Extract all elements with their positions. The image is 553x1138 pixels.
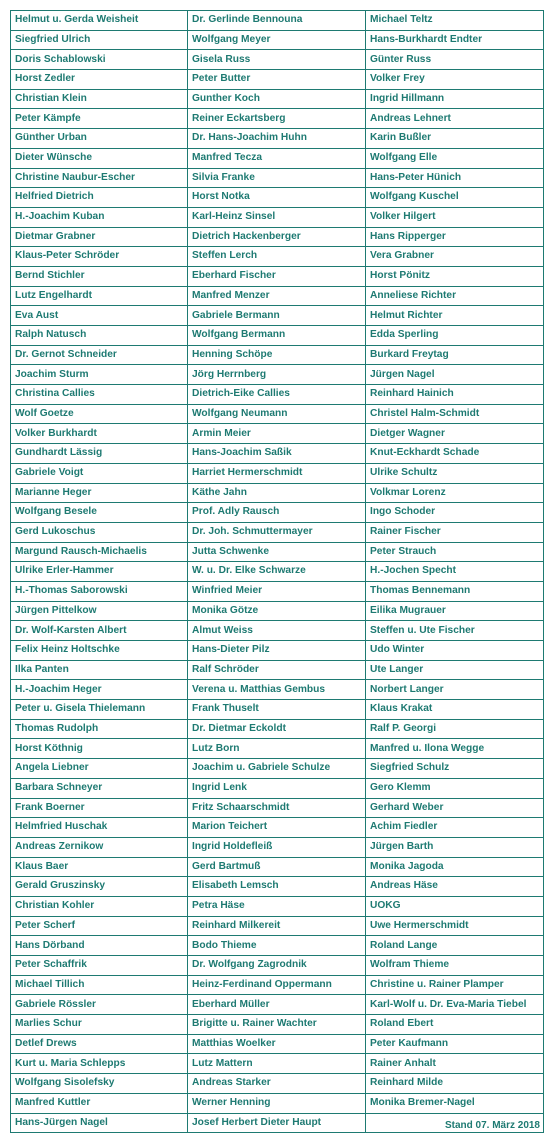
table-row (11, 188, 544, 208)
table-row (11, 266, 544, 286)
name-cell: Ulrike Schultz (366, 463, 544, 483)
name-cell: Hans-Joachim Saßik (188, 444, 366, 464)
name-cell: Helmfried Huschak (11, 818, 188, 838)
name-cell: Dr. Joh. Schmuttermayer (188, 522, 366, 542)
name-cell: Hans-Burkhardt Endter (366, 30, 544, 50)
table-row (11, 365, 544, 385)
name-cell: Fritz Schaarschmidt (188, 798, 366, 818)
name-cell: Bernd Stichler (11, 266, 188, 286)
name-cell: Felix Heinz Holtschke (11, 641, 188, 661)
name-cell: Wolfgang Neumann (188, 404, 366, 424)
name-cell: Josef Herbert Dieter Haupt (188, 1113, 366, 1133)
name-cell: Thomas Rudolph (11, 719, 188, 739)
name-cell: Bodo Thieme (188, 936, 366, 956)
name-cell: Christel Halm-Schmidt (366, 404, 544, 424)
name-cell: Dr. Gerlinde Bennouna (188, 11, 366, 31)
table-row (11, 562, 544, 582)
name-cell: Gunther Koch (188, 89, 366, 109)
name-cell: Angela Liebner (11, 759, 188, 779)
name-cell: Ute Langer (366, 660, 544, 680)
name-cell: Ingo Schoder (366, 503, 544, 523)
name-cell: Jutta Schwenke (188, 542, 366, 562)
name-cell: Steffen Lerch (188, 247, 366, 267)
name-cell: Wolfgang Bermann (188, 326, 366, 346)
name-cell: Christian Klein (11, 89, 188, 109)
name-cell: Andreas Zernikow (11, 837, 188, 857)
name-cell: Ingrid Hillmann (366, 89, 544, 109)
name-cell: Hans-Jürgen Nagel (11, 1113, 188, 1133)
table-row (11, 641, 544, 661)
table-row (11, 896, 544, 916)
name-cell: Ralph Natusch (11, 326, 188, 346)
table-row (11, 1054, 544, 1074)
name-cell: Jürgen Nagel (366, 365, 544, 385)
name-cell: Michael Teltz (366, 11, 544, 31)
name-cell: Frank Boerner (11, 798, 188, 818)
name-cell: Wolfgang Elle (366, 148, 544, 168)
name-cell: Udo Winter (366, 641, 544, 661)
name-cell: Gabriele Bermann (188, 306, 366, 326)
table-row (11, 680, 544, 700)
name-cell: Reinhard Hainich (366, 385, 544, 405)
name-cell: Wolf Goetze (11, 404, 188, 424)
name-cell: Verena u. Matthias Gembus (188, 680, 366, 700)
table-row (11, 975, 544, 995)
name-cell: Dietmar Grabner (11, 227, 188, 247)
name-cell: Gerd Lukoschus (11, 522, 188, 542)
name-cell: Manfred Kuttler (11, 1093, 188, 1113)
name-cell: Burkard Freytag (366, 345, 544, 365)
name-cell: Volker Frey (366, 70, 544, 90)
name-cell: Michael Tillich (11, 975, 188, 995)
name-cell: Edda Sperling (366, 326, 544, 346)
name-cell: H.-Joachim Heger (11, 680, 188, 700)
name-cell: H.-Thomas Saborowski (11, 581, 188, 601)
table-row (11, 286, 544, 306)
name-cell: Christine u. Rainer Plamper (366, 975, 544, 995)
name-cell: Detlef Drews (11, 1034, 188, 1054)
name-cell: Käthe Jahn (188, 483, 366, 503)
name-cell: Helmut u. Gerda Weisheit (11, 11, 188, 31)
name-cell: Volkmar Lorenz (366, 483, 544, 503)
table-row (11, 1034, 544, 1054)
table-row (11, 11, 544, 31)
table-row (11, 522, 544, 542)
name-cell: Frank Thuselt (188, 700, 366, 720)
name-cell: Peter Scherf (11, 916, 188, 936)
name-cell: Monika Jagoda (366, 857, 544, 877)
table-row (11, 660, 544, 680)
name-cell: Günter Russ (366, 50, 544, 70)
name-cell: Ingrid Holdefleiß (188, 837, 366, 857)
table-row (11, 700, 544, 720)
table-row (11, 916, 544, 936)
name-cell: Manfred u. Ilona Wegge (366, 739, 544, 759)
name-cell: Margund Rausch-Michaelis (11, 542, 188, 562)
table-row (11, 542, 544, 562)
date-stamp: Stand 07. März 2018 (444, 1120, 540, 1131)
name-cell: Marianne Heger (11, 483, 188, 503)
table-row (11, 306, 544, 326)
name-cell: Jürgen Pittelkow (11, 601, 188, 621)
names-table-body (11, 11, 544, 1133)
table-row (11, 837, 544, 857)
table-row (11, 168, 544, 188)
table-row (11, 424, 544, 444)
table-row (11, 148, 544, 168)
name-cell: Ilka Panten (11, 660, 188, 680)
name-cell: Günther Urban (11, 129, 188, 149)
table-row (11, 70, 544, 90)
name-cell: Wolfram Thieme (366, 956, 544, 976)
name-cell: Volker Hilgert (366, 207, 544, 227)
table-row (11, 818, 544, 838)
name-cell: Henning Schöpe (188, 345, 366, 365)
table-row (11, 109, 544, 129)
name-cell: Hans-Dieter Pilz (188, 641, 366, 661)
name-cell: Prof. Adly Rausch (188, 503, 366, 523)
name-cell: Horst Pönitz (366, 266, 544, 286)
table-row (11, 956, 544, 976)
table-row (11, 247, 544, 267)
name-cell: Armin Meier (188, 424, 366, 444)
name-cell: Knut-Eckhardt Schade (366, 444, 544, 464)
name-cell: Andreas Häse (366, 877, 544, 897)
name-cell: Gerhard Weber (366, 798, 544, 818)
name-cell: Dietger Wagner (366, 424, 544, 444)
name-cell: Achim Fiedler (366, 818, 544, 838)
table-row (11, 877, 544, 897)
name-cell: Roland Ebert (366, 1015, 544, 1035)
name-cell: W. u. Dr. Elke Schwarze (188, 562, 366, 582)
name-cell: Kurt u. Maria Schlepps (11, 1054, 188, 1074)
name-cell: Jürgen Barth (366, 837, 544, 857)
name-cell: Gundhardt Lässig (11, 444, 188, 464)
name-cell: Dr. Wolfgang Zagrodnik (188, 956, 366, 976)
name-cell: Hans Ripperger (366, 227, 544, 247)
name-cell: Karl-Heinz Sinsel (188, 207, 366, 227)
name-cell: Rainer Fischer (366, 522, 544, 542)
table-row (11, 857, 544, 877)
name-cell: Werner Henning (188, 1093, 366, 1113)
name-cell: Dr. Gernot Schneider (11, 345, 188, 365)
table-row (11, 798, 544, 818)
name-cell: Reiner Eckartsberg (188, 109, 366, 129)
name-cell: Horst Notka (188, 188, 366, 208)
name-cell: Monika Götze (188, 601, 366, 621)
name-cell: Peter Kaufmann (366, 1034, 544, 1054)
name-cell: Thomas Bennemann (366, 581, 544, 601)
table-row (11, 483, 544, 503)
name-cell: Peter Butter (188, 70, 366, 90)
name-cell: Norbert Langer (366, 680, 544, 700)
name-cell: Lutz Mattern (188, 1054, 366, 1074)
name-cell: Christian Kohler (11, 896, 188, 916)
name-cell: Gerd Bartmuß (188, 857, 366, 877)
name-cell: Winfried Meier (188, 581, 366, 601)
table-row (11, 50, 544, 70)
name-cell: Klaus Krakat (366, 700, 544, 720)
name-cell: Eberhard Fischer (188, 266, 366, 286)
name-cell: Helfried Dietrich (11, 188, 188, 208)
name-cell: Peter u. Gisela Thielemann (11, 700, 188, 720)
name-cell: Peter Kämpfe (11, 109, 188, 129)
name-cell: Dieter Wünsche (11, 148, 188, 168)
name-cell: Ingrid Lenk (188, 778, 366, 798)
name-cell: UOKG (366, 896, 544, 916)
name-cell: Karin Bußler (366, 129, 544, 149)
name-cell: Helmut Richter (366, 306, 544, 326)
name-cell: Marlies Schur (11, 1015, 188, 1035)
table-row (11, 719, 544, 739)
name-cell: Klaus Baer (11, 857, 188, 877)
table-row (11, 936, 544, 956)
name-cell: Karl-Wolf u. Dr. Eva-Maria Tiebel (366, 995, 544, 1015)
name-cell: Barbara Schneyer (11, 778, 188, 798)
table-row (11, 503, 544, 523)
table-row (11, 404, 544, 424)
table-row (11, 444, 544, 464)
name-cell: Doris Schablowski (11, 50, 188, 70)
name-cell: H.-Joachim Kuban (11, 207, 188, 227)
name-cell: Hans-Peter Hünich (366, 168, 544, 188)
name-cell: Silvia Franke (188, 168, 366, 188)
name-cell: Wolfgang Meyer (188, 30, 366, 50)
name-cell: Horst Zedler (11, 70, 188, 90)
name-cell: Dr. Hans-Joachim Huhn (188, 129, 366, 149)
name-cell: Dr. Dietmar Eckoldt (188, 719, 366, 739)
name-cell: Manfred Menzer (188, 286, 366, 306)
table-row (11, 621, 544, 641)
table-row (11, 739, 544, 759)
table-row (11, 759, 544, 779)
name-cell: Joachim Sturm (11, 365, 188, 385)
table-row (11, 463, 544, 483)
table-row (11, 129, 544, 149)
name-cell: Monika Bremer-Nagel (366, 1093, 544, 1113)
name-cell: Andreas Starker (188, 1074, 366, 1094)
table-row (11, 385, 544, 405)
name-cell: Peter Strauch (366, 542, 544, 562)
name-cell: Christina Callies (11, 385, 188, 405)
name-cell: Dietrich Hackenberger (188, 227, 366, 247)
table-row (11, 1015, 544, 1035)
name-cell: Reinhard Milde (366, 1074, 544, 1094)
name-cell: Ralf P. Georgi (366, 719, 544, 739)
name-cell: H.-Jochen Specht (366, 562, 544, 582)
name-cell: Roland Lange (366, 936, 544, 956)
name-cell: Ralf Schröder (188, 660, 366, 680)
name-cell: Eilika Mugrauer (366, 601, 544, 621)
name-cell: Peter Schaffrik (11, 956, 188, 976)
table-row (11, 1074, 544, 1094)
name-cell: Harriet Hermerschmidt (188, 463, 366, 483)
name-cell: Wolfgang Besele (11, 503, 188, 523)
name-cell: Wolfgang Sisolefsky (11, 1074, 188, 1094)
name-cell: Matthias Woelker (188, 1034, 366, 1054)
table-row (11, 227, 544, 247)
name-cell: Gerald Gruszinsky (11, 877, 188, 897)
table-row (11, 345, 544, 365)
name-cell: Rainer Anhalt (366, 1054, 544, 1074)
name-cell: Andreas Lehnert (366, 109, 544, 129)
name-cell: Lutz Born (188, 739, 366, 759)
name-cell: Gisela Russ (188, 50, 366, 70)
name-cell: Dietrich-Eike Callies (188, 385, 366, 405)
name-cell: Elisabeth Lemsch (188, 877, 366, 897)
name-cell: Steffen u. Ute Fischer (366, 621, 544, 641)
name-cell: Jörg Herrnberg (188, 365, 366, 385)
name-cell: Anneliese Richter (366, 286, 544, 306)
table-row (11, 778, 544, 798)
name-cell: Lutz Engelhardt (11, 286, 188, 306)
name-cell: Vera Grabner (366, 247, 544, 267)
table-row (11, 581, 544, 601)
name-cell: Eberhard Müller (188, 995, 366, 1015)
names-table (10, 10, 544, 1133)
table-row (11, 1093, 544, 1113)
name-cell: Reinhard Milkereit (188, 916, 366, 936)
name-cell: Joachim u. Gabriele Schulze (188, 759, 366, 779)
table-row (11, 89, 544, 109)
name-cell: Christine Naubur-Escher (11, 168, 188, 188)
name-cell: Heinz-Ferdinand Oppermann (188, 975, 366, 995)
name-cell: Wolfgang Kuschel (366, 188, 544, 208)
name-cell: Gabriele Voigt (11, 463, 188, 483)
name-cell: Gabriele Rössler (11, 995, 188, 1015)
name-cell: Ulrike Erler-Hammer (11, 562, 188, 582)
name-cell: Hans Dörband (11, 936, 188, 956)
table-row (11, 30, 544, 50)
name-cell: Siegfried Ulrich (11, 30, 188, 50)
name-cell: Brigitte u. Rainer Wachter (188, 1015, 366, 1035)
table-row (11, 601, 544, 621)
name-cell: Gero Klemm (366, 778, 544, 798)
name-cell: Siegfried Schulz (366, 759, 544, 779)
table-row (11, 995, 544, 1015)
name-cell: Dr. Wolf-Karsten Albert (11, 621, 188, 641)
name-cell: Volker Burkhardt (11, 424, 188, 444)
name-cell: Petra Häse (188, 896, 366, 916)
name-cell: Eva Aust (11, 306, 188, 326)
name-cell: Marion Teichert (188, 818, 366, 838)
table-row (11, 207, 544, 227)
name-cell: Almut Weiss (188, 621, 366, 641)
name-cell: Manfred Tecza (188, 148, 366, 168)
name-cell: Klaus-Peter Schröder (11, 247, 188, 267)
name-cell: Uwe Hermerschmidt (366, 916, 544, 936)
name-cell: Horst Köthnig (11, 739, 188, 759)
table-row (11, 326, 544, 346)
